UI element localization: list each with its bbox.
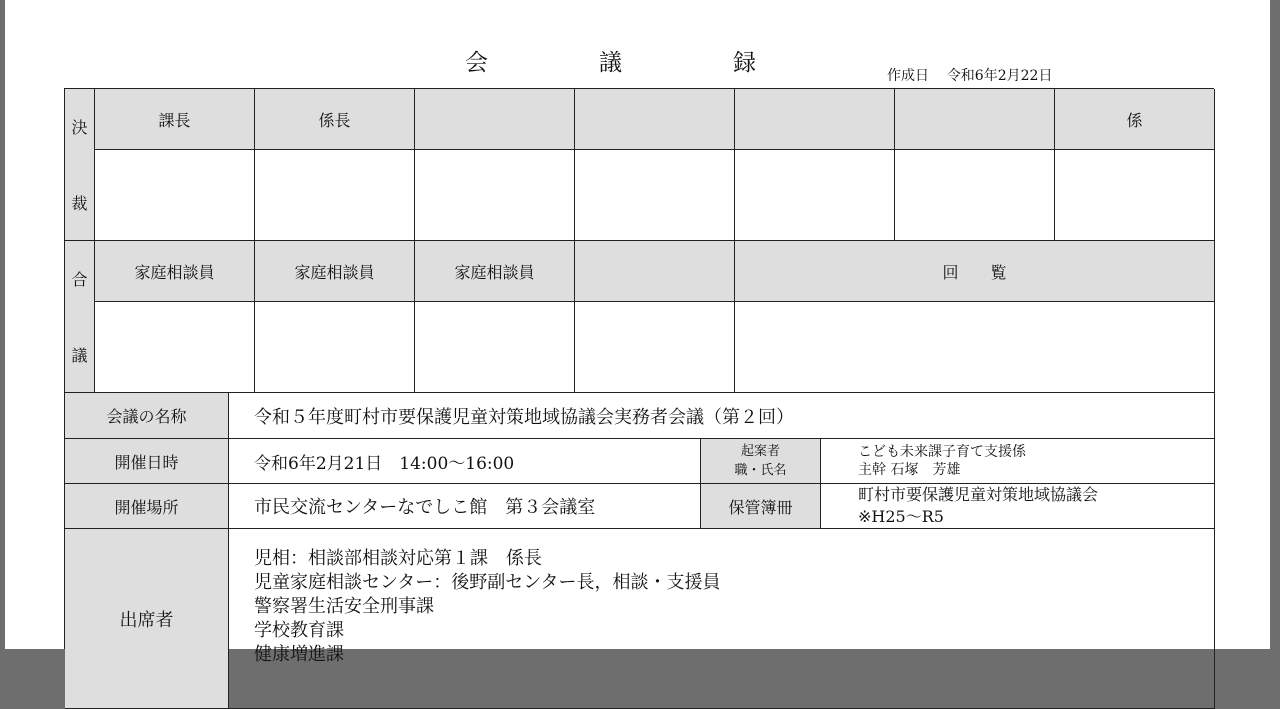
title-char: 会 [465,50,488,76]
consultation-header-family-counselor: 家庭相談員 [255,241,415,302]
drafter-name: 主幹 石塚 芳雄 [858,462,961,478]
document-page [5,0,1270,665]
attendee-item: 児相：相談部相談対応第１課 係長 [254,548,542,569]
approval-stamp-box[interactable] [575,150,735,241]
consultation-header-blank [575,241,735,302]
meeting-name-label: 会議の名称 [65,393,229,439]
approval-stamp-box[interactable] [895,150,1055,241]
approval-header-section-chief: 課長 [95,89,255,150]
record-table [64,88,1214,665]
circulation-header: 回 覧 [735,241,1215,302]
approval-stamp-box[interactable] [1055,150,1215,241]
consultation-stamp-box[interactable] [255,302,415,393]
file-register-value [821,484,1215,529]
consultation-header-family-counselor: 家庭相談員 [95,241,255,302]
consultation-label-char: 合 [71,270,88,290]
drafter-label-line: 職・氏名 [734,463,787,478]
approval-label [65,89,95,241]
file-register-label: 保管簿冊 [701,484,821,529]
approval-stamp-box[interactable] [95,150,255,241]
circulation-stamp-box[interactable] [735,302,1215,393]
consultation-header-family-counselor: 家庭相談員 [415,241,575,302]
consultation-label-char: 議 [71,345,88,365]
drafter-department: こども未来課子育て支援係 [858,444,1026,460]
approval-stamp-box[interactable] [415,150,575,241]
attendees-label: 出席者 [65,529,229,709]
approval-header-subsection-chief: 係長 [255,89,415,150]
file-register-line: ※H25～R5 [858,507,944,526]
consultation-stamp-box[interactable] [95,302,255,393]
meeting-name-value: 令和５年度町村市要保護児童対策地域協議会実務者会議（第２回） [229,393,1215,439]
approval-header-blank [895,89,1055,150]
meeting-place-value: 市民交流センターなでしこ館 第３会議室 [229,484,701,529]
title-char: 議 [599,50,622,76]
title-char: 録 [733,50,756,76]
created-label: 作成日 [887,68,929,84]
meeting-place-label: 開催場所 [65,484,229,529]
drafter-label [701,439,821,484]
attendee-item: 学校教育課 [254,620,344,641]
created-date-line [887,65,1052,85]
drafter-value [821,439,1215,484]
meeting-datetime-label: 開催日時 [65,439,229,484]
meeting-datetime-value: 令和6年2月21日 14:00～16:00 [229,439,701,484]
approval-label-char: 裁 [71,193,88,213]
consultation-label [65,241,95,393]
document-title [435,44,795,76]
file-register-line: 町村市要保護児童対策地域協議会 [858,485,1099,504]
consultation-stamp-box[interactable] [415,302,575,393]
approval-header-blank [415,89,575,150]
approval-header-staff: 係 [1055,89,1215,150]
approval-label-char: 決 [71,118,88,138]
approval-header-blank [575,89,735,150]
created-date: 令和6年2月22日 [946,68,1053,84]
approval-stamp-box[interactable] [735,150,895,241]
attendee-item: 警察署生活安全刑事課 [254,596,434,617]
attendee-item: 児童家庭相談センター：後野副センター長，相談・支援員 [254,572,721,593]
consultation-stamp-box[interactable] [575,302,735,393]
drafter-label-line: 起案者 [740,444,780,459]
attendee-item: 健康増進課 [254,644,344,665]
approval-stamp-box[interactable] [255,150,415,241]
approval-header-blank [735,89,895,150]
attendees-list [229,529,1215,709]
